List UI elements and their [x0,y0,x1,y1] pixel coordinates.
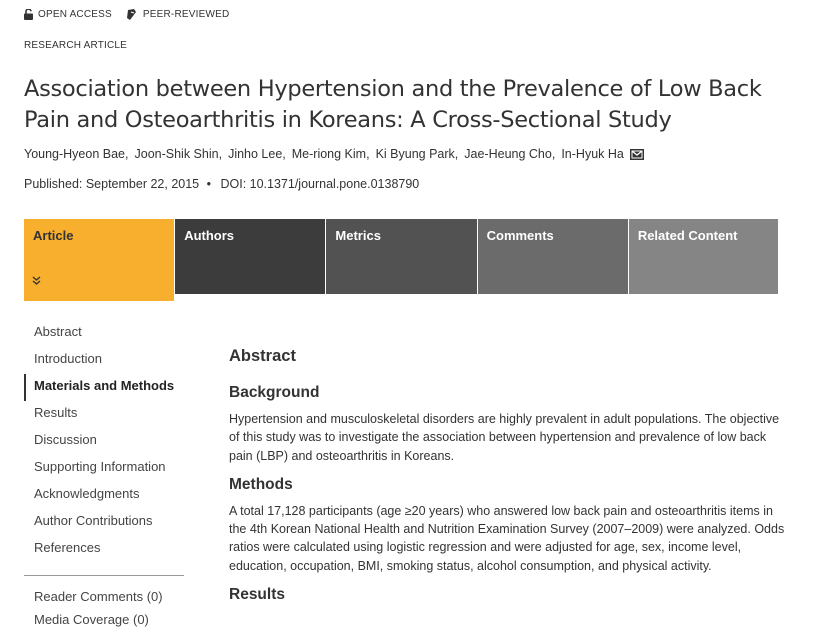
doi-link[interactable]: DOI: 10.1371/journal.pone.0138790 [220,177,420,191]
article-title [24,74,794,136]
tab-article[interactable] [24,219,174,301]
nav-item-materials-and-methods[interactable]: Materials and Methods [24,374,184,401]
bullet-separator: • [206,177,211,191]
peer-reviewed-label: PEER-REVIEWED [142,9,230,20]
nav-item-introduction[interactable]: Introduction [34,351,102,366]
tab-metrics-label: Metrics [335,228,381,243]
tab-related-content[interactable] [629,219,778,294]
double-chevron-down-icon [32,276,41,285]
methods-text: A total 17,128 participants (age ≥20 years) who answered low back pain and osteoarthritis items in the 4th Korean National Health and Nutrition Examination Survey (2007–2009) were analyzed. Odds ratios were calculated using logistic regression and were adjusted for age, sex, income level, education, occupation, BMI, smoking status, alcohol consumption, and physical activity. [229,503,785,573]
open-lock-icon [24,9,33,20]
tab-related-content-label: Related Content [637,228,738,243]
email-icon[interactable] [630,149,644,160]
results-heading: Results [229,586,285,604]
article-body [229,347,789,612]
article-type-label: RESEARCH ARTICLE [24,40,128,51]
author-link[interactable]: In-Hyuk Ha [561,147,624,161]
nav-item-abstract[interactable]: Abstract [34,324,82,339]
nav-item-supporting-information[interactable]: Supporting Information [34,459,166,474]
publication-info [24,177,419,191]
tab-article-label: Article [33,228,74,243]
tab-metrics[interactable] [326,219,476,294]
nav-item-author-contributions[interactable]: Author Contributions [34,513,153,528]
author-link[interactable]: Me-riong Kim [291,147,367,161]
author-link[interactable]: Joon-Shik Shin [134,147,219,161]
tab-authors-label: Authors [184,228,235,243]
article-tabs [24,219,778,294]
background-heading: Background [229,384,320,401]
open-access-label: OPEN ACCESS [38,9,112,20]
author-link[interactable]: Young-Hyeon Bae [24,147,126,161]
nav-item-reader-comments[interactable]: Reader Comments (0) [34,589,163,604]
title-line-2: Pain and Osteoarthritis in Koreans: A Cross-Sectional Study [24,107,672,133]
peer-review-icon [126,8,138,21]
author-link[interactable]: Jae-Heung Cho [464,147,552,161]
author-link[interactable]: Ki Byung Park [375,147,455,161]
nav-item-results[interactable]: Results [34,405,78,420]
background-text: Hypertension and musculoskeletal disorders are highly prevalent in adult populations. The objective of this study was to investigate the association between hypertension and prevalence of low back pain (LBP) and osteoarthritis in Koreans. [229,412,780,463]
open-access-badge[interactable] [24,9,112,20]
nav-item-media-coverage[interactable]: Media Coverage (0) [34,612,149,627]
peer-reviewed-badge[interactable] [126,8,230,21]
methods-heading: Methods [229,475,293,493]
nav-item-discussion[interactable]: Discussion [34,432,97,447]
tab-authors[interactable] [175,219,325,294]
nav-item-references[interactable]: References [34,540,101,555]
nav-item-acknowledgments[interactable]: Acknowledgments [34,486,140,501]
title-line-1: Association between Hypertension and the Prevalence of Low Back [24,76,762,102]
access-badges [24,8,243,21]
section-nav [24,320,184,631]
tab-comments[interactable] [478,219,628,294]
author-link[interactable]: Jinho Lee [228,147,283,161]
abstract-heading: Abstract [229,347,296,365]
author-list: Young-Hyeon Bae , Joon-Shik Shin , Jinho Lee , Me-riong Kim , Ki Byung Park , Jae-Heung Cho , In-Hyuk Ha [24,147,644,161]
nav-divider [24,575,184,576]
published-date: Published: September 22, 2015 [24,177,200,191]
tab-comments-label: Comments [486,228,554,243]
